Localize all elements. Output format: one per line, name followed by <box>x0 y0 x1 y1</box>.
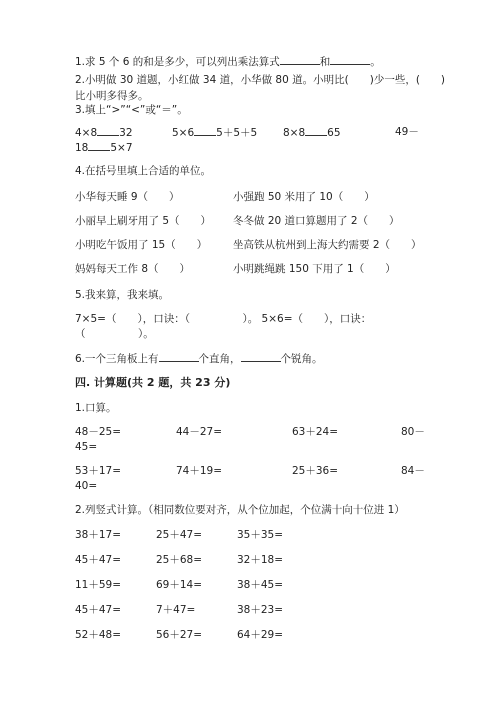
compare-item-4-end <box>75 140 133 155</box>
unit-item: 小丽早上刷牙用了 5（ ） <box>75 215 212 227</box>
question-1-and: 和 <box>319 56 331 68</box>
oral-problem-wrap: 45= <box>75 441 98 453</box>
oral-problem-wrap: 40= <box>75 480 98 492</box>
oral-problem: 80－ <box>401 426 425 438</box>
vertical-problem: 45＋47= <box>75 604 122 616</box>
compare-blank[interactable] <box>305 125 327 136</box>
question-6 <box>75 351 323 366</box>
question-3-title: 3.填上“>”“<”或“＝”。 <box>75 104 188 116</box>
question-1-text: 1.求 5 个 6 的和是多少，可以列出乘法算式 <box>75 56 280 68</box>
vertical-problem: 32＋18= <box>237 554 284 566</box>
compare-blank[interactable] <box>97 125 119 136</box>
oral-problem: 84－ <box>401 465 425 477</box>
question-6-mid: 个直角， <box>198 353 241 365</box>
answer-blank[interactable] <box>280 54 320 65</box>
compare-left: 8×8 <box>283 127 306 139</box>
vertical-problem: 52＋48= <box>75 629 122 641</box>
compare-left: 18 <box>75 142 89 154</box>
answer-blank[interactable] <box>241 351 281 362</box>
compare-item-2 <box>172 125 257 140</box>
compare-left: 4×8 <box>75 127 98 139</box>
vertical-calc-title: 2.列竖式计算。（相同数位要对齐，从个位加起，个位满十向十位进 1） <box>75 504 405 516</box>
oral-problem: 44－27= <box>176 426 223 438</box>
oral-problem: 63＋24= <box>292 426 339 438</box>
question-2-line2: 比小明多得多。 <box>75 90 149 102</box>
vertical-problem: 11＋59= <box>75 579 122 591</box>
compare-right: 32 <box>119 127 133 139</box>
vertical-problem: 38＋45= <box>237 579 284 591</box>
question-5-line1: 7×5=（ ），口诀：（ ）。 5×6=（ ），口诀： <box>75 313 372 325</box>
compare-item-1 <box>75 125 133 140</box>
question-4-title: 4.在括号里填上合适的单位。 <box>75 165 212 177</box>
question-1-end: 。 <box>370 56 381 68</box>
unit-item: 坐高铁从杭州到上海大约需要 2（ ） <box>233 239 422 251</box>
answer-blank[interactable] <box>330 54 370 65</box>
question-1 <box>75 54 381 69</box>
question-5-line2: （ ）。 <box>75 328 154 340</box>
question-6-text: 6.一个三角板上有 <box>75 353 159 365</box>
unit-item: 小明吃午饭用了 15（ ） <box>75 239 208 251</box>
vertical-problem: 38＋23= <box>237 604 284 616</box>
vertical-problem: 35＋35= <box>237 529 284 541</box>
oral-calc-title: 1.口算。 <box>75 402 117 414</box>
unit-item: 小华每天睡 9（ ） <box>75 191 180 203</box>
vertical-problem: 64＋29= <box>237 629 284 641</box>
unit-item: 小强跑 50 米用了 10（ ） <box>233 191 375 203</box>
compare-right: 5×7 <box>110 142 133 154</box>
vertical-problem: 56＋27= <box>156 629 203 641</box>
compare-blank[interactable] <box>194 125 216 136</box>
unit-item: 小明跳绳跳 150 下用了 1（ ） <box>233 263 396 275</box>
question-2-line1: 2.小明做 30 道题，小红做 34 道，小华做 80 道。小明比( )少一些，( ) <box>75 74 446 86</box>
vertical-problem: 7＋47= <box>156 604 196 616</box>
answer-blank[interactable] <box>159 351 199 362</box>
oral-problem: 48－25= <box>75 426 122 438</box>
question-6-end: 个锐角。 <box>280 353 323 365</box>
unit-item: 妈妈每天工作 8（ ） <box>75 263 191 275</box>
vertical-problem: 45＋47= <box>75 554 122 566</box>
compare-right: 65 <box>327 127 341 139</box>
compare-item-4-start: 49－ <box>395 126 419 138</box>
compare-right: 5＋5＋5 <box>216 127 258 139</box>
vertical-problem: 25＋68= <box>156 554 203 566</box>
oral-problem: 25＋36= <box>292 465 339 477</box>
oral-problem: 74＋19= <box>176 465 223 477</box>
oral-problem: 53＋17= <box>75 465 122 477</box>
compare-left: 5×6 <box>172 127 195 139</box>
compare-item-3 <box>283 125 341 140</box>
vertical-problem: 38＋17= <box>75 529 122 541</box>
unit-item: 冬冬做 20 道口算题用了 2（ ） <box>233 215 400 227</box>
section-4-header: 四. 计算题(共 2 题，共 23 分) <box>75 376 231 389</box>
vertical-problem: 69＋14= <box>156 579 203 591</box>
compare-blank[interactable] <box>88 140 110 151</box>
vertical-problem: 25＋47= <box>156 529 203 541</box>
question-5-title: 5.我来算，我来填。 <box>75 289 170 301</box>
